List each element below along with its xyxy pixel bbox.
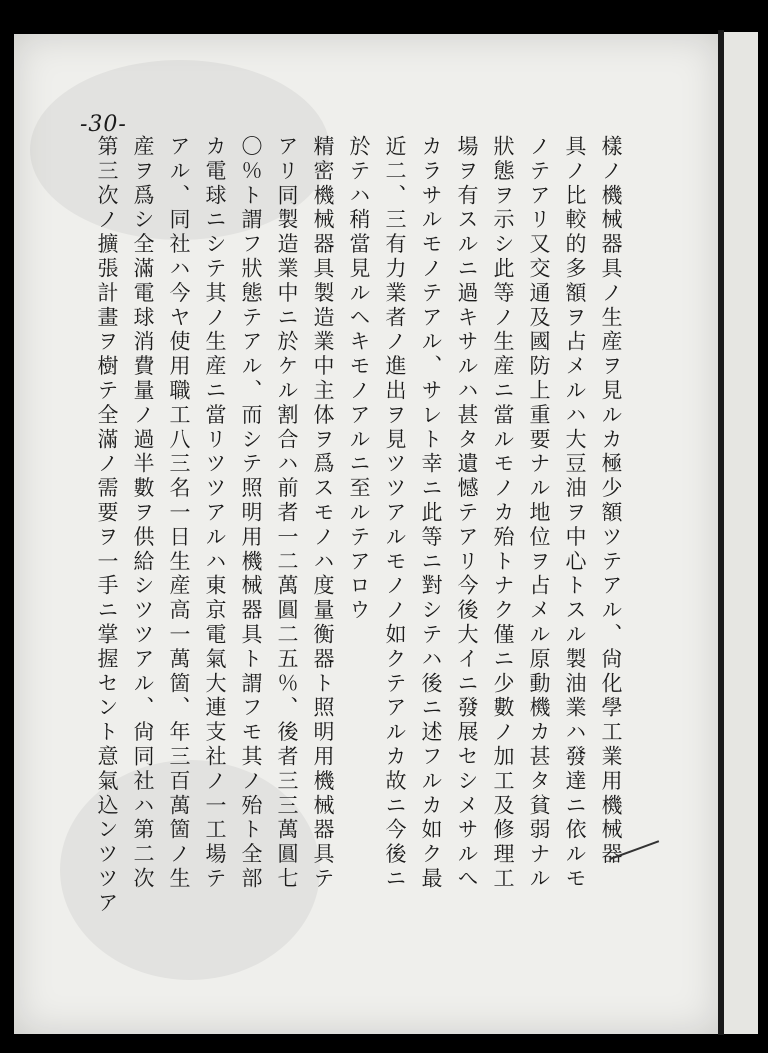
facing-page-edge xyxy=(724,32,758,1034)
text-column-10: アリ同製造業中ニ於ケル割合ハ前者一二萬圓二五％、後者三三萬圓七 xyxy=(275,135,299,892)
text-column-1: 樣ノ機械器具ノ生産ヲ見ルカ極少額ツテアル、尙化學工業用機械器 xyxy=(599,135,623,867)
text-column-4: 狀態ヲ示シ此等ノ生産ニ當ルモノカ殆トナク僅ニ少數ノ加工及修理工 xyxy=(491,135,515,892)
text-column-15: 第三次ノ擴張計畫ヲ樹テ全滿ノ需要ヲ一手ニ掌握セント意氣込ンツツア xyxy=(95,135,119,916)
text-column-9: 精密機械器具製造業中主体ヲ爲スモノハ度量衡器ト照明用機械器具テ xyxy=(311,135,335,892)
text-column-8: 於テハ稍當見ルヘキモノアルニ至ルテアロウ xyxy=(347,135,371,623)
page-number: -30- xyxy=(80,112,127,137)
text-column-6: カラサルモノテアル、サレト幸ニ此等ニ對シテハ後ニ述フルカ如ク最 xyxy=(419,135,443,892)
text-column-13: アル、同社ハ今ヤ使用職工八三名一日生産高一萬箇、年三百萬箇ノ生 xyxy=(167,135,191,892)
text-column-12: カ電球ニシテ其ノ生産ニ當リツツアルハ東京電氣大連支社ノ一工場テ xyxy=(203,135,227,892)
text-column-2: 具ノ比較的多額ヲ占メルハ大豆油ヲ中心トスル製油業ハ發達ニ依ルモ xyxy=(563,135,587,892)
text-column-7: 近二、三有力業者ノ進出ヲ見ツツアルモノノ如クテアルカ故ニ今後ニ xyxy=(383,135,407,892)
text-column-14: 産ヲ爲シ全滿電球消費量ノ過半數ヲ供給シツツアル、尙同社ハ第二次 xyxy=(131,135,155,892)
text-column-3: ノテアリ又交通及國防上重要ナル地位ヲ占メル原動機カ甚タ貧弱ナル xyxy=(527,135,551,892)
text-column-11: 〇％ト謂フ狀態テアル、而シテ照明用機械器具ト謂フモ其ノ殆ト全部 xyxy=(239,135,263,892)
text-column-5: 場ヲ有スルニ過キサルハ甚タ遺憾テアリ今後大イニ發展セシメサルへ xyxy=(455,135,479,892)
